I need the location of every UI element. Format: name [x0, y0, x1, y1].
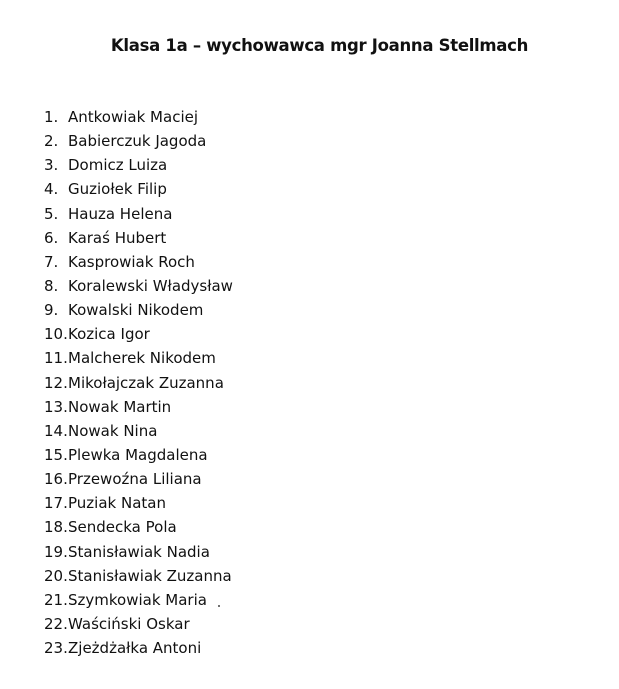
- list-item: [44, 177, 233, 201]
- item-number: 11.: [44, 349, 68, 368]
- student-name: Antkowiak Maciej: [68, 108, 199, 127]
- student-list: [44, 105, 233, 660]
- item-number: 9.: [44, 301, 59, 320]
- item-number: 10.: [44, 325, 68, 344]
- list-item: [44, 298, 233, 322]
- item-number: 23.: [44, 639, 68, 658]
- item-number: 16.: [44, 470, 68, 489]
- list-item: [44, 346, 233, 370]
- student-name: Kasprowiak Roch: [68, 252, 195, 271]
- list-item: [44, 419, 233, 443]
- list-item: [44, 129, 233, 153]
- item-number: 17.: [44, 494, 68, 513]
- student-name: Przewoźna Liliana: [68, 470, 202, 489]
- list-item: [44, 636, 233, 660]
- item-number: 12.: [44, 373, 68, 392]
- item-number: 13.: [44, 397, 68, 416]
- item-number: 1.: [44, 108, 59, 127]
- student-name: Waściński Oskar: [68, 615, 190, 634]
- list-item: [44, 274, 233, 298]
- list-item: [44, 564, 233, 588]
- item-number: 18.: [44, 518, 68, 537]
- student-name: Guziołek Filip: [68, 180, 167, 199]
- list-item: [44, 371, 233, 395]
- item-number: 2.: [44, 132, 59, 151]
- student-name: Plewka Magdalena: [68, 446, 208, 465]
- item-number: 15.: [44, 446, 68, 465]
- student-name: Sendecka Pola: [68, 518, 177, 537]
- item-number: 7.: [44, 252, 59, 271]
- item-number: 22.: [44, 615, 68, 634]
- item-number: 21.: [44, 590, 68, 609]
- student-name: Babierczuk Jagoda: [68, 132, 207, 151]
- list-item: [44, 250, 233, 274]
- student-name: Koralewski Władysław: [68, 277, 233, 296]
- student-name: Puziak Natan: [68, 494, 166, 513]
- student-name: Domicz Luiza: [68, 156, 168, 175]
- list-item: [44, 105, 233, 129]
- student-name: Zjeżdżałka Antoni: [68, 639, 202, 658]
- student-name: Stanisławiak Nadia: [68, 542, 210, 561]
- item-number: 5.: [44, 204, 59, 223]
- student-name: Nowak Martin: [68, 397, 172, 416]
- list-item: [44, 467, 233, 491]
- list-item: [44, 612, 233, 636]
- student-name: Karaś Hubert: [68, 228, 167, 247]
- list-item: [44, 322, 233, 346]
- student-name: Nowak Nina: [68, 421, 158, 440]
- student-name: Szymkowiak Maria: [68, 590, 207, 609]
- list-item: [44, 153, 233, 177]
- list-item: [44, 395, 233, 419]
- list-item: [44, 443, 233, 467]
- item-number: 3.: [44, 156, 59, 175]
- list-item: [44, 202, 233, 226]
- item-number: 14.: [44, 421, 68, 440]
- student-name: Stanisławiak Zuzanna: [68, 566, 232, 585]
- item-number: 4.: [44, 180, 59, 199]
- list-item: [44, 540, 233, 564]
- list-item: [44, 588, 233, 612]
- scan-speck: [218, 605, 220, 607]
- page-title: Klasa 1a – wychowawca mgr Joanna Stellmach: [110, 36, 529, 55]
- item-number: 20.: [44, 566, 68, 585]
- list-item: [44, 515, 233, 539]
- student-name: Kowalski Nikodem: [68, 301, 204, 320]
- student-name: Hauza Helena: [68, 204, 173, 223]
- student-name: Malcherek Nikodem: [68, 349, 216, 368]
- list-item: [44, 226, 233, 250]
- student-name: Mikołajczak Zuzanna: [68, 373, 224, 392]
- list-item: [44, 491, 233, 515]
- item-number: 8.: [44, 277, 59, 296]
- item-number: 19.: [44, 542, 68, 561]
- student-name: Kozica Igor: [68, 325, 150, 344]
- item-number: 6.: [44, 228, 59, 247]
